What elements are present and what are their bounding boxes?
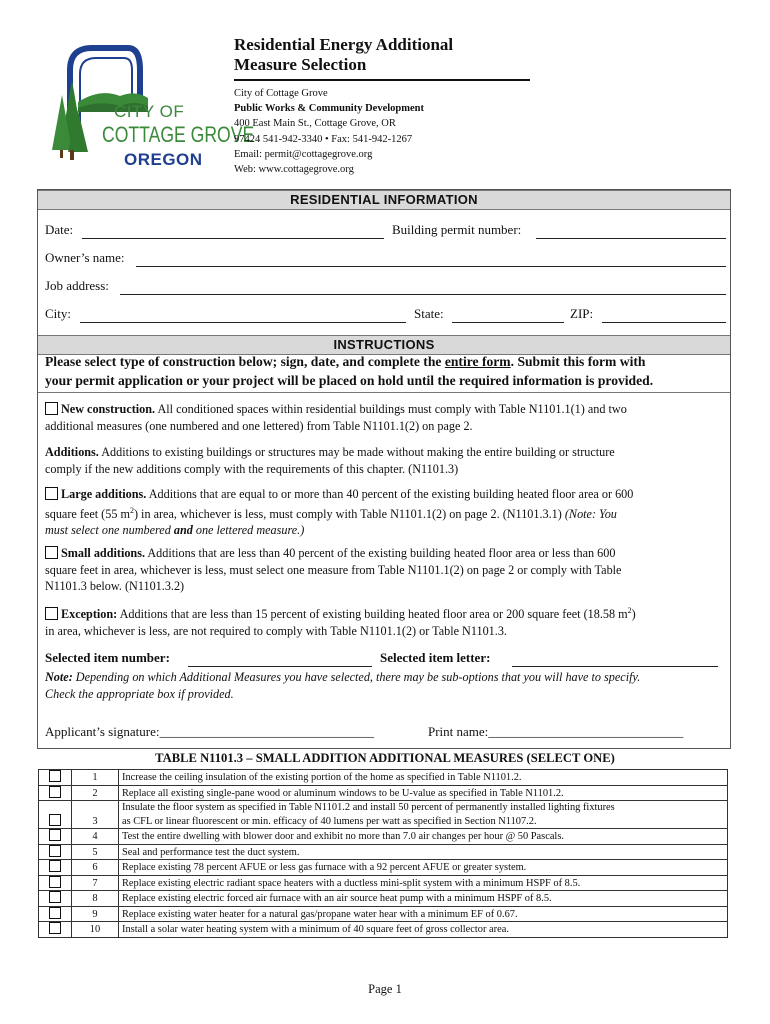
new-construction-text-1: All conditioned spaces within residential buildings must comply with Table N1101.1(1) and two — [155, 402, 627, 416]
note-text-2: Check the appropriate box if provided. — [45, 686, 234, 701]
measure-checkbox[interactable] — [49, 891, 61, 903]
measure-description — [119, 844, 728, 860]
exception-text-1a: Additions that are less than 15 percent of existing building heated floor area or 200 square feet (18.58 m — [117, 607, 628, 622]
measure-checkbox[interactable] — [49, 907, 61, 919]
measure-description — [119, 860, 728, 876]
contact-web[interactable]: Web: www.cottagegrove.org — [234, 164, 354, 176]
applicant-signature-field[interactable]: Applicant’s signature:_________________________________ — [45, 724, 374, 739]
large-additions-note-2a: must select one numbered — [45, 523, 174, 538]
table-row — [39, 785, 728, 801]
instructions-lead-text: Please select type of construction below; sign, date, and complete the — [45, 354, 445, 369]
job-address-label: Job address: — [45, 278, 109, 293]
measure-number: 6 — [72, 860, 119, 876]
measure-number: 7 — [72, 875, 119, 891]
contact-block — [234, 86, 424, 177]
measure-description-line: as CFL or linear fluorescent or min. efficacy of 40 lumens per watt as specified in Section N1107.2. — [122, 815, 537, 827]
measure-checkbox[interactable] — [49, 829, 61, 841]
note-text-1: Depending on which Additional Measures you have selected, there may be sub-options that you will have to specify. — [72, 670, 641, 684]
new-construction-label: New construction. — [61, 402, 156, 416]
measure-checkbox-cell — [39, 891, 72, 907]
large-additions-note-1: (Note: You — [564, 506, 617, 521]
page-title — [234, 35, 534, 75]
owner-name-label: Owner’s name: — [45, 250, 125, 265]
small-additions-checkbox[interactable] — [45, 546, 58, 559]
note-paragraph — [45, 669, 725, 702]
measure-description — [119, 785, 728, 801]
permit-number-label: Building permit number: — [392, 222, 522, 237]
table-row — [39, 801, 728, 829]
contact-org: City of Cottage Grove — [234, 88, 328, 99]
instructions-lead-line2: your permit application or your project will be placed on hold until the required information is provided. — [45, 373, 654, 388]
new-construction-option — [45, 401, 725, 434]
large-additions-text-2a: square feet (55 m — [45, 506, 130, 521]
large-additions-label: Large additions. — [61, 487, 147, 501]
print-name-field[interactable]: Print name:______________________________ — [428, 724, 684, 739]
measure-checkbox-cell — [39, 906, 72, 922]
measure-description-line: Replace existing water heater for a natural gas/propane water hear with a minimum EF of 0.67. — [122, 908, 518, 920]
form-box — [37, 189, 731, 749]
new-construction-checkbox[interactable] — [45, 402, 58, 415]
selected-number-field[interactable] — [188, 666, 372, 667]
measure-checkbox[interactable] — [49, 860, 61, 872]
large-additions-option — [45, 486, 725, 539]
date-field[interactable] — [82, 238, 384, 239]
measure-checkbox-cell — [39, 770, 72, 786]
measure-checkbox[interactable] — [49, 845, 61, 857]
instructions-lead-text-2: . Submit this form with — [510, 354, 646, 369]
zip-field[interactable] — [602, 322, 726, 323]
zip-label: ZIP: — [570, 306, 594, 321]
measure-description — [119, 906, 728, 922]
selected-letter-label: Selected item letter: — [380, 650, 491, 665]
measure-number: 10 — [72, 922, 119, 938]
exception-option — [45, 603, 725, 639]
large-additions-sup: 2 — [129, 505, 134, 515]
measure-checkbox[interactable] — [49, 786, 61, 798]
small-additions-text-3: N1101.3 below. (N1101.3.2) — [45, 579, 185, 593]
measure-checkbox-cell — [39, 785, 72, 801]
job-address-field[interactable] — [120, 294, 726, 295]
title-divider — [234, 79, 530, 81]
measure-description — [119, 891, 728, 907]
date-label: Date: — [45, 222, 74, 237]
contact-dept: Public Works & Community Development — [234, 103, 424, 115]
measure-description — [119, 770, 728, 786]
page-number: Page 1 — [368, 982, 402, 996]
measure-number: 3 — [72, 801, 119, 829]
additions-text-2: comply if the new additions comply with the requirements of this chapter. (N1101.3) — [45, 461, 459, 476]
measure-description-line: Replace all existing single-pane wood or aluminum windows to be U-value as specified in Table N1101.2. — [122, 787, 564, 799]
measure-description-line: Insulate the floor system as specified in Table N1101.2 and install 50 percent of permanently installed lighting fixtures — [122, 802, 615, 813]
contact-phone: 97424 541-942-3340 • Fax: 541-942-1267 — [234, 133, 413, 145]
selected-number-label: Selected item number: — [45, 650, 170, 665]
contact-address: 400 East Main St., Cottage Grove, OR — [234, 118, 396, 130]
measure-description — [119, 875, 728, 891]
table-row — [39, 770, 728, 786]
table-row — [39, 891, 728, 907]
large-additions-text-1: Additions that are equal to or more than 40 percent of the existing building heated floor area or 600 — [146, 487, 634, 501]
residential-info-heading: RESIDENTIAL INFORMATION — [38, 190, 730, 210]
table-row — [39, 844, 728, 860]
exception-sup: 2 — [627, 606, 632, 615]
instructions-heading: INSTRUCTIONS — [38, 335, 730, 355]
measure-description — [119, 829, 728, 845]
measures-table-title: TABLE N1101.3 – SMALL ADDITION ADDITIONAL MEASURES (SELECT ONE) — [155, 751, 615, 765]
large-additions-note-2c: one lettered measure.) — [192, 523, 305, 538]
measure-checkbox-cell — [39, 829, 72, 845]
title-line-2: Measure Selection — [234, 55, 367, 74]
exception-text-2: in area, whichever is less, are not required to comply with Table N1101.1(2) or Table N1101.3. — [45, 623, 507, 638]
measure-number: 5 — [72, 844, 119, 860]
small-additions-text-2: square feet in area, whichever is less, must select one measure from Table N1101.1(2) on page 2 or comply with Table — [45, 562, 622, 577]
measure-number: 2 — [72, 785, 119, 801]
logo-text-oregon: OREGON — [124, 150, 203, 169]
measure-description-line: Replace existing electric forced air furnace with an air source heat pump with a minimum HSPF of 8.5. — [122, 893, 552, 904]
table-row — [39, 860, 728, 876]
state-field[interactable] — [452, 322, 564, 323]
instructions-lead-underline: entire form — [444, 354, 511, 369]
measure-description-line: Replace existing electric radiant space heaters with a ductless mini-split system with a minimum HSPF of 8.5. — [122, 877, 581, 889]
instructions-divider — [38, 392, 730, 393]
measure-checkbox-cell — [39, 922, 72, 938]
table-row — [39, 875, 728, 891]
measure-number: 9 — [72, 906, 119, 922]
table-row — [39, 922, 728, 938]
exception-label: Exception: — [61, 607, 118, 622]
measure-checkbox[interactable] — [49, 876, 61, 888]
city-label: City: — [45, 306, 72, 321]
contact-email[interactable]: Email: permit@cottagegrove.org — [234, 148, 373, 160]
small-additions-text-1: Additions that are less than 40 percent of the existing building heated floor area or less than 600 — [145, 546, 616, 560]
additions-label: Additions. — [45, 445, 99, 459]
large-additions-checkbox[interactable] — [45, 487, 58, 500]
measure-description — [119, 801, 728, 829]
measure-description — [119, 922, 728, 938]
measure-checkbox-cell — [39, 875, 72, 891]
permit-number-field[interactable] — [536, 238, 726, 239]
exception-text-1b: ) — [631, 607, 636, 622]
measure-checkbox[interactable] — [49, 770, 61, 782]
note-label: Note: — [45, 670, 73, 684]
exception-checkbox[interactable] — [45, 607, 58, 620]
measure-checkbox-cell — [39, 801, 72, 829]
logo-text-city-of: CITY OF — [114, 102, 185, 121]
measure-checkbox-cell — [39, 844, 72, 860]
measure-number: 1 — [72, 770, 119, 786]
measure-description-line: Install a solar water heating system with a minimum of 40 square feet of gross collector area. — [122, 924, 509, 935]
title-line-1: Residential Energy Additional — [234, 35, 454, 54]
state-label: State: — [414, 306, 444, 321]
small-additions-label: Small additions. — [61, 546, 145, 560]
measure-checkbox[interactable] — [49, 814, 61, 826]
measure-number: 4 — [72, 829, 119, 845]
additions-text-1: Additions to existing buildings or structures may be made without making the entire building or structure — [98, 445, 615, 459]
measure-description-line: Replace existing 78 percent AFUE or less gas furnace with a 92 percent AFUE or greater system. — [122, 862, 527, 873]
table-row — [39, 906, 728, 922]
small-additions-option — [45, 545, 725, 595]
measure-description-line: Increase the ceiling insulation of the existing portion of the home as specified in Table N1101.2. — [122, 772, 522, 783]
large-additions-note-2b: and — [173, 523, 193, 538]
new-construction-text-2: additional measures (one numbered and one lettered) from Table N1101.1(2) on page 2. — [45, 418, 473, 433]
measure-description-line: Seal and performance test the duct system. — [122, 846, 300, 858]
city-field[interactable] — [80, 322, 406, 323]
measure-description-line: Test the entire dwelling with blower door and exhibit no more than 7.0 air changes per hour @ 50 Pascals. — [122, 831, 564, 842]
logo-text-cottage-grove: COTTAGE GROVE — [102, 122, 255, 147]
measures-table — [38, 769, 728, 938]
table-row — [39, 829, 728, 845]
measure-checkbox[interactable] — [49, 922, 61, 934]
measure-number: 8 — [72, 891, 119, 907]
measure-checkbox-cell — [39, 860, 72, 876]
instructions-lead — [45, 352, 729, 390]
owner-name-field[interactable] — [136, 266, 726, 267]
large-additions-text-2b: ) in area, whichever is less, must comply with Table N1101.1(2) on page 2. (N1101.3.1) — [133, 506, 565, 521]
selected-letter-field[interactable] — [512, 666, 718, 667]
city-logo — [40, 40, 255, 180]
additions-paragraph — [45, 444, 725, 477]
